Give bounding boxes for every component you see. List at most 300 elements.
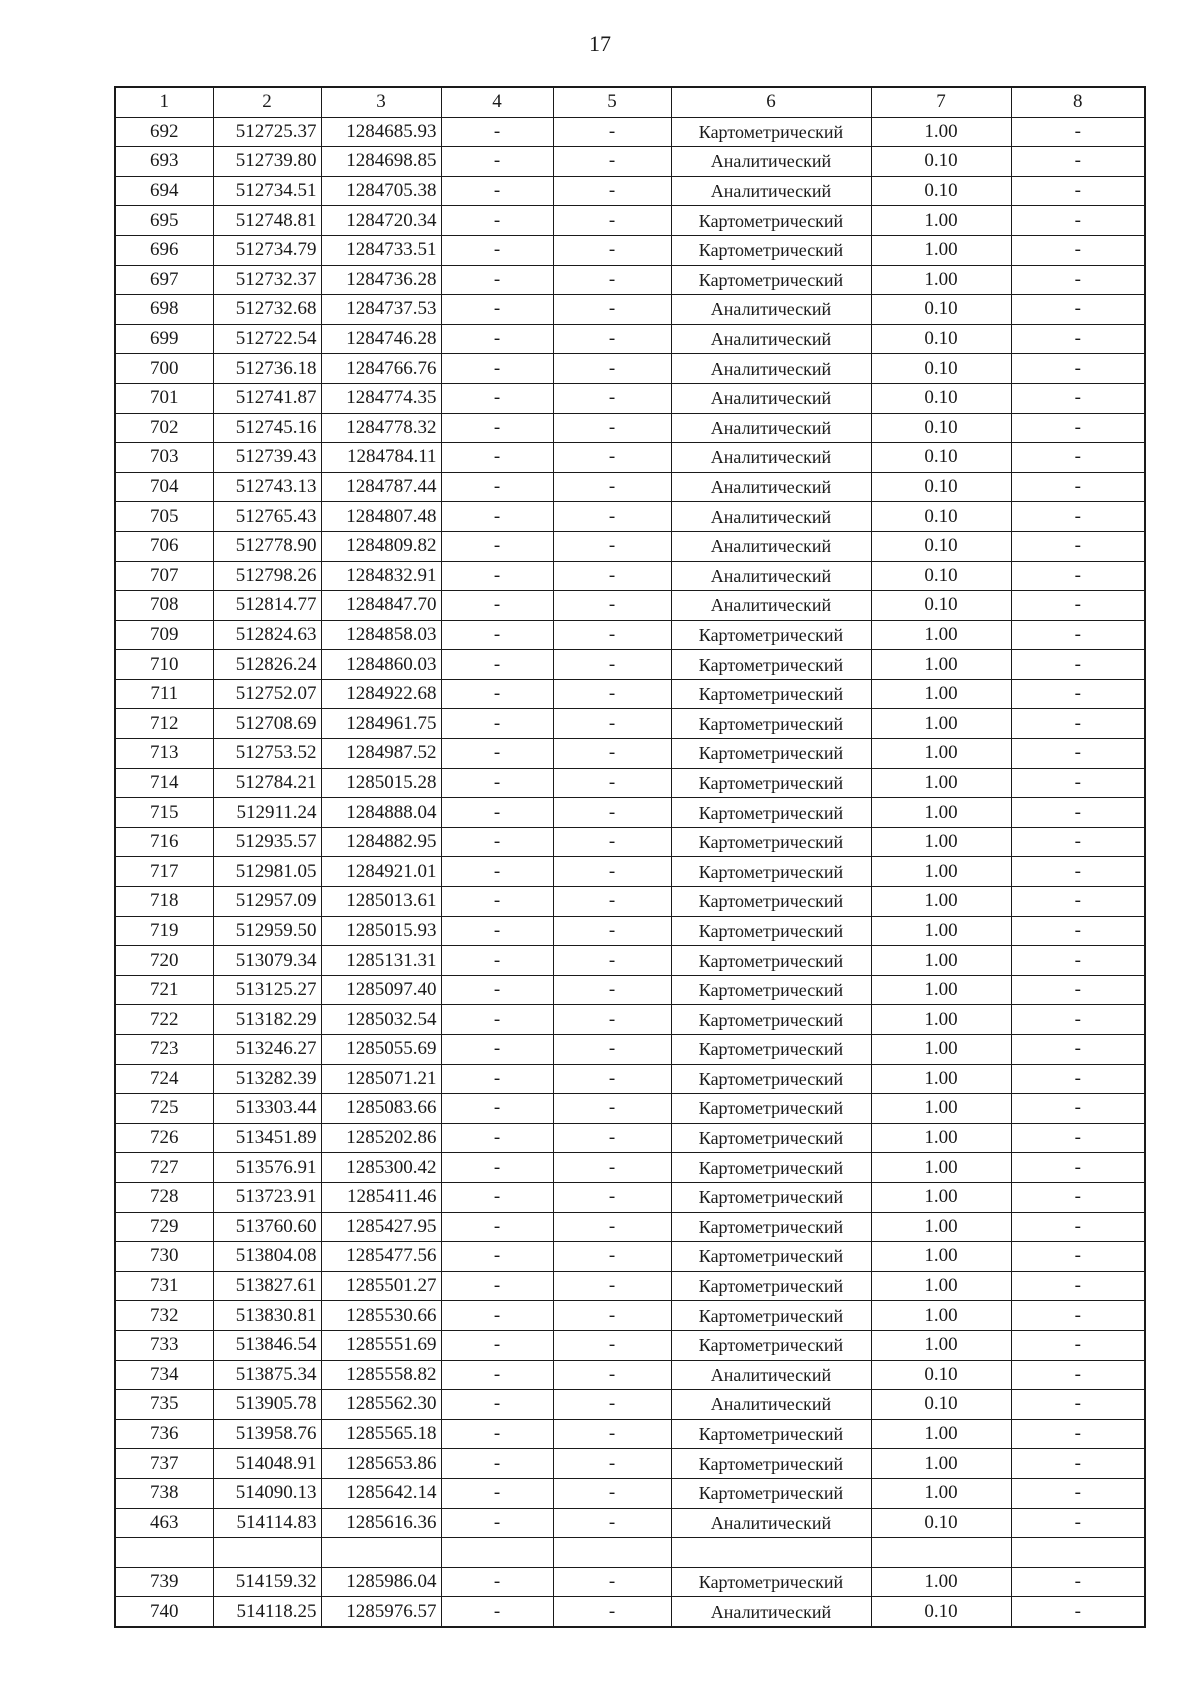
cell-point-number: 735 bbox=[115, 1390, 213, 1420]
table-row bbox=[115, 768, 1145, 798]
cell-coord-y: 1285976.57 bbox=[321, 1597, 441, 1627]
cell-point-number: 723 bbox=[115, 1035, 213, 1065]
cell-method: Картометрический bbox=[671, 1064, 871, 1094]
cell-col-5: - bbox=[553, 383, 671, 413]
table-row bbox=[115, 502, 1145, 532]
cell-col-5: - bbox=[553, 1064, 671, 1094]
cell-method: Аналитический bbox=[671, 324, 871, 354]
cell-accuracy: 1.00 bbox=[871, 1212, 1011, 1242]
table-row bbox=[115, 1153, 1145, 1183]
cell-accuracy: 1.00 bbox=[871, 916, 1011, 946]
cell-col-4: - bbox=[441, 827, 553, 857]
cell-method: Картометрический bbox=[671, 1035, 871, 1065]
cell-col-4: - bbox=[441, 443, 553, 473]
cell-point-number: 739 bbox=[115, 1567, 213, 1597]
cell-point-number: 725 bbox=[115, 1094, 213, 1124]
cell-accuracy: 0.10 bbox=[871, 1360, 1011, 1390]
cell-accuracy: 0.10 bbox=[871, 354, 1011, 384]
cell-col-8: - bbox=[1011, 235, 1145, 265]
table-row bbox=[115, 265, 1145, 295]
cell-method: Аналитический bbox=[671, 413, 871, 443]
cell-coord-x: 513846.54 bbox=[213, 1330, 321, 1360]
cell-accuracy: 1.00 bbox=[871, 1064, 1011, 1094]
cell-col-8: - bbox=[1011, 975, 1145, 1005]
column-header: 5 bbox=[553, 87, 671, 117]
cell-col-4: - bbox=[441, 1123, 553, 1153]
cell-col-8: - bbox=[1011, 1301, 1145, 1331]
cell-col-4: - bbox=[441, 1153, 553, 1183]
cell-col-8: - bbox=[1011, 176, 1145, 206]
column-header: 1 bbox=[115, 87, 213, 117]
cell-col-4: - bbox=[441, 1064, 553, 1094]
cell-col-4: - bbox=[441, 1182, 553, 1212]
cell-method: Аналитический bbox=[671, 502, 871, 532]
cell-point-number: 730 bbox=[115, 1242, 213, 1272]
cell-coord-x: 512748.81 bbox=[213, 206, 321, 236]
cell-point-number: 736 bbox=[115, 1419, 213, 1449]
cell-col-5: - bbox=[553, 1212, 671, 1242]
cell-point-number: 720 bbox=[115, 946, 213, 976]
cell-col-4: - bbox=[441, 561, 553, 591]
table-row bbox=[115, 1182, 1145, 1212]
cell-accuracy: 0.10 bbox=[871, 413, 1011, 443]
cell-coord-x: 512708.69 bbox=[213, 709, 321, 739]
cell-coord-x: 513282.39 bbox=[213, 1064, 321, 1094]
cell-point-number: 703 bbox=[115, 443, 213, 473]
table-row bbox=[115, 650, 1145, 680]
cell-coord-x: 512784.21 bbox=[213, 768, 321, 798]
cell-col-5: - bbox=[553, 324, 671, 354]
table-row bbox=[115, 739, 1145, 769]
cell-col-8: - bbox=[1011, 1419, 1145, 1449]
cell-coord-x: 512745.16 bbox=[213, 413, 321, 443]
cell-accuracy: 1.00 bbox=[871, 946, 1011, 976]
table-row bbox=[115, 1360, 1145, 1390]
cell-coord-x: 514118.25 bbox=[213, 1597, 321, 1627]
cell-col-5: - bbox=[553, 1390, 671, 1420]
cell-coord-y: 1285300.42 bbox=[321, 1153, 441, 1183]
cell-coord-x: 512739.80 bbox=[213, 147, 321, 177]
cell-col-8: - bbox=[1011, 1182, 1145, 1212]
table-row bbox=[115, 1538, 1145, 1568]
cell-accuracy: 0.10 bbox=[871, 472, 1011, 502]
cell-method: Картометрический bbox=[671, 117, 871, 147]
cell-col-5 bbox=[553, 1538, 671, 1568]
cell-coord-y: 1284882.95 bbox=[321, 827, 441, 857]
cell-accuracy: 0.10 bbox=[871, 443, 1011, 473]
cell-coord-x: 512981.05 bbox=[213, 857, 321, 887]
cell-coord-x: 512935.57 bbox=[213, 827, 321, 857]
cell-coord-y: 1285015.28 bbox=[321, 768, 441, 798]
cell-coord-y: 1285558.82 bbox=[321, 1360, 441, 1390]
cell-col-4: - bbox=[441, 472, 553, 502]
cell-col-8: - bbox=[1011, 1597, 1145, 1627]
cell-coord-y: 1284860.03 bbox=[321, 650, 441, 680]
table-row bbox=[115, 1478, 1145, 1508]
cell-coord-y: 1284987.52 bbox=[321, 739, 441, 769]
table-row bbox=[115, 147, 1145, 177]
cell-accuracy: 1.00 bbox=[871, 798, 1011, 828]
cell-method: Картометрический bbox=[671, 1330, 871, 1360]
cell-accuracy: 0.10 bbox=[871, 295, 1011, 325]
cell-col-5: - bbox=[553, 295, 671, 325]
cell-method: Аналитический bbox=[671, 1390, 871, 1420]
cell-coord-x: 513958.76 bbox=[213, 1419, 321, 1449]
cell-coord-y: 1285202.86 bbox=[321, 1123, 441, 1153]
cell-coord-y: 1284736.28 bbox=[321, 265, 441, 295]
cell-col-5: - bbox=[553, 472, 671, 502]
cell-coord-y: 1285477.56 bbox=[321, 1242, 441, 1272]
cell-coord-y: 1284705.38 bbox=[321, 176, 441, 206]
cell-col-4: - bbox=[441, 117, 553, 147]
cell-method: Картометрический bbox=[671, 1005, 871, 1035]
cell-col-5: - bbox=[553, 265, 671, 295]
cell-col-4: - bbox=[441, 265, 553, 295]
cell-coord-x: 513875.34 bbox=[213, 1360, 321, 1390]
cell-method: Картометрический bbox=[671, 916, 871, 946]
cell-col-4: - bbox=[441, 295, 553, 325]
cell-method: Картометрический bbox=[671, 1182, 871, 1212]
cell-col-4: - bbox=[441, 946, 553, 976]
table-row bbox=[115, 975, 1145, 1005]
cell-col-5: - bbox=[553, 591, 671, 621]
cell-col-8: - bbox=[1011, 295, 1145, 325]
table-row bbox=[115, 1035, 1145, 1065]
cell-col-4: - bbox=[441, 1360, 553, 1390]
table-row bbox=[115, 709, 1145, 739]
table-body bbox=[115, 117, 1145, 1627]
cell-coord-x: 512743.13 bbox=[213, 472, 321, 502]
cell-coord-y: 1285616.36 bbox=[321, 1508, 441, 1538]
table-row bbox=[115, 324, 1145, 354]
cell-method: Картометрический bbox=[671, 1301, 871, 1331]
cell-method: Картометрический bbox=[671, 1094, 871, 1124]
cell-coord-x: 512957.09 bbox=[213, 887, 321, 917]
cell-accuracy: 1.00 bbox=[871, 857, 1011, 887]
cell-coord-x: 513804.08 bbox=[213, 1242, 321, 1272]
cell-point-number: 699 bbox=[115, 324, 213, 354]
cell-col-4: - bbox=[441, 1419, 553, 1449]
cell-col-5: - bbox=[553, 502, 671, 532]
cell-col-8: - bbox=[1011, 798, 1145, 828]
cell-coord-y: 1284733.51 bbox=[321, 235, 441, 265]
cell-col-8 bbox=[1011, 1538, 1145, 1568]
cell-coord-x: 513246.27 bbox=[213, 1035, 321, 1065]
cell-col-8: - bbox=[1011, 857, 1145, 887]
cell-method: Аналитический bbox=[671, 176, 871, 206]
table-row bbox=[115, 295, 1145, 325]
cell-col-4: - bbox=[441, 679, 553, 709]
cell-point-number: 705 bbox=[115, 502, 213, 532]
cell-col-5: - bbox=[553, 1478, 671, 1508]
cell-coord-x: 514159.32 bbox=[213, 1567, 321, 1597]
cell-col-8: - bbox=[1011, 887, 1145, 917]
column-header: 3 bbox=[321, 87, 441, 117]
cell-col-4: - bbox=[441, 1449, 553, 1479]
cell-col-5: - bbox=[553, 1301, 671, 1331]
cell-method: Картометрический bbox=[671, 946, 871, 976]
cell-coord-x: 512736.18 bbox=[213, 354, 321, 384]
cell-coord-y: 1284766.76 bbox=[321, 354, 441, 384]
cell-coord-y: 1285551.69 bbox=[321, 1330, 441, 1360]
cell-point-number: 708 bbox=[115, 591, 213, 621]
cell-method: Картометрический bbox=[671, 1153, 871, 1183]
cell-col-5: - bbox=[553, 1242, 671, 1272]
cell-col-4: - bbox=[441, 1301, 553, 1331]
cell-coord-x: 512753.52 bbox=[213, 739, 321, 769]
cell-col-8: - bbox=[1011, 591, 1145, 621]
cell-accuracy: 1.00 bbox=[871, 1301, 1011, 1331]
cell-accuracy: 0.10 bbox=[871, 147, 1011, 177]
cell-method: Картометрический bbox=[671, 265, 871, 295]
cell-col-5: - bbox=[553, 443, 671, 473]
cell-coord-x: 512741.87 bbox=[213, 383, 321, 413]
cell-point-number: 734 bbox=[115, 1360, 213, 1390]
cell-coord-y: 1285653.86 bbox=[321, 1449, 441, 1479]
cell-col-8: - bbox=[1011, 443, 1145, 473]
column-header: 4 bbox=[441, 87, 553, 117]
cell-accuracy: 0.10 bbox=[871, 383, 1011, 413]
cell-col-8: - bbox=[1011, 827, 1145, 857]
cell-method: Аналитический bbox=[671, 531, 871, 561]
cell-accuracy: 0.10 bbox=[871, 531, 1011, 561]
cell-col-8: - bbox=[1011, 502, 1145, 532]
cell-col-4: - bbox=[441, 1478, 553, 1508]
cell-accuracy: 0.10 bbox=[871, 176, 1011, 206]
cell-col-4: - bbox=[441, 413, 553, 443]
cell-col-4: - bbox=[441, 1212, 553, 1242]
cell-point-number: 740 bbox=[115, 1597, 213, 1627]
cell-point-number: 738 bbox=[115, 1478, 213, 1508]
cell-method: Картометрический bbox=[671, 798, 871, 828]
cell-method: Картометрический bbox=[671, 1567, 871, 1597]
cell-coord-y: 1284685.93 bbox=[321, 117, 441, 147]
cell-point-number: 726 bbox=[115, 1123, 213, 1153]
cell-point-number: 731 bbox=[115, 1271, 213, 1301]
cell-method: Аналитический bbox=[671, 443, 871, 473]
cell-coord-y: 1285427.95 bbox=[321, 1212, 441, 1242]
table-row bbox=[115, 531, 1145, 561]
cell-coord-x: 512734.51 bbox=[213, 176, 321, 206]
cell-accuracy: 1.00 bbox=[871, 1094, 1011, 1124]
cell-point-number: 695 bbox=[115, 206, 213, 236]
cell-col-8: - bbox=[1011, 1153, 1145, 1183]
cell-col-8: - bbox=[1011, 413, 1145, 443]
cell-coord-y: 1284807.48 bbox=[321, 502, 441, 532]
cell-coord-y: 1284961.75 bbox=[321, 709, 441, 739]
cell-col-4: - bbox=[441, 768, 553, 798]
cell-coord-x: 513723.91 bbox=[213, 1182, 321, 1212]
table-row bbox=[115, 1330, 1145, 1360]
cell-point-number: 463 bbox=[115, 1508, 213, 1538]
cell-col-8: - bbox=[1011, 1064, 1145, 1094]
cell-col-5: - bbox=[553, 1094, 671, 1124]
cell-col-5: - bbox=[553, 1330, 671, 1360]
cell-accuracy: 1.00 bbox=[871, 1449, 1011, 1479]
cell-col-5: - bbox=[553, 857, 671, 887]
cell-coord-y: 1284858.03 bbox=[321, 620, 441, 650]
cell-point-number: 737 bbox=[115, 1449, 213, 1479]
cell-col-8: - bbox=[1011, 768, 1145, 798]
cell-accuracy: 1.00 bbox=[871, 1567, 1011, 1597]
cell-accuracy: 1.00 bbox=[871, 887, 1011, 917]
cell-point-number: 711 bbox=[115, 679, 213, 709]
cell-point-number: 724 bbox=[115, 1064, 213, 1094]
cell-coord-x bbox=[213, 1538, 321, 1568]
cell-method: Аналитический bbox=[671, 1360, 871, 1390]
table-row bbox=[115, 946, 1145, 976]
cell-col-4: - bbox=[441, 1390, 553, 1420]
cell-col-5: - bbox=[553, 1449, 671, 1479]
cell-col-8: - bbox=[1011, 1330, 1145, 1360]
cell-accuracy bbox=[871, 1538, 1011, 1568]
page-number: 17 bbox=[589, 31, 611, 56]
cell-coord-y: 1284778.32 bbox=[321, 413, 441, 443]
table-row bbox=[115, 798, 1145, 828]
cell-coord-y: 1284847.70 bbox=[321, 591, 441, 621]
cell-method: Аналитический bbox=[671, 1508, 871, 1538]
cell-col-4: - bbox=[441, 531, 553, 561]
table-row bbox=[115, 591, 1145, 621]
cell-coord-y: 1285501.27 bbox=[321, 1271, 441, 1301]
cell-accuracy: 1.00 bbox=[871, 650, 1011, 680]
table-row bbox=[115, 679, 1145, 709]
cell-coord-x: 512911.24 bbox=[213, 798, 321, 828]
coordinates-table bbox=[114, 86, 1146, 1628]
cell-col-5: - bbox=[553, 206, 671, 236]
cell-accuracy: 1.00 bbox=[871, 1330, 1011, 1360]
cell-coord-x: 514090.13 bbox=[213, 1478, 321, 1508]
table-row bbox=[115, 1123, 1145, 1153]
table-row bbox=[115, 354, 1145, 384]
cell-accuracy: 1.00 bbox=[871, 1419, 1011, 1449]
table-row bbox=[115, 857, 1145, 887]
cell-point-number: 732 bbox=[115, 1301, 213, 1331]
cell-method: Аналитический bbox=[671, 472, 871, 502]
cell-col-5: - bbox=[553, 1182, 671, 1212]
cell-col-4: - bbox=[441, 1094, 553, 1124]
cell-col-8: - bbox=[1011, 1478, 1145, 1508]
table-row bbox=[115, 1242, 1145, 1272]
cell-col-5: - bbox=[553, 413, 671, 443]
cell-col-8: - bbox=[1011, 946, 1145, 976]
cell-point-number: 706 bbox=[115, 531, 213, 561]
cell-col-8: - bbox=[1011, 1449, 1145, 1479]
cell-accuracy: 0.10 bbox=[871, 1508, 1011, 1538]
cell-coord-y: 1284888.04 bbox=[321, 798, 441, 828]
cell-accuracy: 0.10 bbox=[871, 1390, 1011, 1420]
cell-accuracy: 1.00 bbox=[871, 265, 1011, 295]
column-header: 2 bbox=[213, 87, 321, 117]
cell-point-number: 717 bbox=[115, 857, 213, 887]
table-row bbox=[115, 235, 1145, 265]
cell-col-8: - bbox=[1011, 147, 1145, 177]
cell-coord-x: 512732.68 bbox=[213, 295, 321, 325]
cell-accuracy: 1.00 bbox=[871, 1271, 1011, 1301]
cell-point-number: 707 bbox=[115, 561, 213, 591]
cell-coord-x: 513760.60 bbox=[213, 1212, 321, 1242]
cell-col-5: - bbox=[553, 946, 671, 976]
cell-point-number: 704 bbox=[115, 472, 213, 502]
cell-col-5: - bbox=[553, 531, 671, 561]
cell-method: Картометрический bbox=[671, 739, 871, 769]
cell-col-8: - bbox=[1011, 739, 1145, 769]
cell-point-number: 696 bbox=[115, 235, 213, 265]
cell-col-4: - bbox=[441, 1567, 553, 1597]
cell-coord-x: 512725.37 bbox=[213, 117, 321, 147]
cell-col-8: - bbox=[1011, 650, 1145, 680]
cell-col-8: - bbox=[1011, 1094, 1145, 1124]
cell-coord-y: 1285013.61 bbox=[321, 887, 441, 917]
cell-coord-y: 1284832.91 bbox=[321, 561, 441, 591]
cell-col-5: - bbox=[553, 620, 671, 650]
cell-col-4: - bbox=[441, 620, 553, 650]
cell-coord-x: 513830.81 bbox=[213, 1301, 321, 1331]
cell-point-number: 722 bbox=[115, 1005, 213, 1035]
cell-col-4: - bbox=[441, 383, 553, 413]
cell-method: Аналитический bbox=[671, 591, 871, 621]
cell-coord-x: 512732.37 bbox=[213, 265, 321, 295]
cell-coord-y: 1284787.44 bbox=[321, 472, 441, 502]
cell-col-4: - bbox=[441, 354, 553, 384]
cell-col-8: - bbox=[1011, 1508, 1145, 1538]
cell-method: Картометрический bbox=[671, 650, 871, 680]
cell-accuracy: 1.00 bbox=[871, 768, 1011, 798]
cell-method: Картометрический bbox=[671, 1123, 871, 1153]
cell-coord-y: 1285642.14 bbox=[321, 1478, 441, 1508]
cell-col-5: - bbox=[553, 147, 671, 177]
table-row bbox=[115, 176, 1145, 206]
cell-coord-x: 513451.89 bbox=[213, 1123, 321, 1153]
cell-coord-y: 1285055.69 bbox=[321, 1035, 441, 1065]
cell-col-5: - bbox=[553, 887, 671, 917]
cell-point-number: 701 bbox=[115, 383, 213, 413]
cell-coord-y: 1285032.54 bbox=[321, 1005, 441, 1035]
table-row bbox=[115, 1005, 1145, 1035]
cell-col-8: - bbox=[1011, 117, 1145, 147]
cell-coord-y: 1285131.31 bbox=[321, 946, 441, 976]
cell-coord-x: 513303.44 bbox=[213, 1094, 321, 1124]
table-row bbox=[115, 1271, 1145, 1301]
cell-coord-x: 512826.24 bbox=[213, 650, 321, 680]
cell-point-number: 710 bbox=[115, 650, 213, 680]
table-header-row bbox=[115, 87, 1145, 117]
cell-method: Картометрический bbox=[671, 679, 871, 709]
cell-col-5: - bbox=[553, 1005, 671, 1035]
cell-method: Картометрический bbox=[671, 975, 871, 1005]
cell-method: Картометрический bbox=[671, 620, 871, 650]
cell-method: Аналитический bbox=[671, 354, 871, 384]
cell-coord-y: 1284720.34 bbox=[321, 206, 441, 236]
cell-col-8: - bbox=[1011, 916, 1145, 946]
cell-col-5: - bbox=[553, 1567, 671, 1597]
cell-coord-y: 1284774.35 bbox=[321, 383, 441, 413]
cell-point-number: 719 bbox=[115, 916, 213, 946]
cell-point-number: 702 bbox=[115, 413, 213, 443]
cell-method: Картометрический bbox=[671, 1478, 871, 1508]
cell-col-8: - bbox=[1011, 472, 1145, 502]
cell-col-4: - bbox=[441, 887, 553, 917]
cell-method: Картометрический bbox=[671, 1271, 871, 1301]
cell-coord-y: 1284809.82 bbox=[321, 531, 441, 561]
cell-col-5: - bbox=[553, 1271, 671, 1301]
cell-coord-y: 1284746.28 bbox=[321, 324, 441, 354]
cell-col-8: - bbox=[1011, 561, 1145, 591]
table-row bbox=[115, 1064, 1145, 1094]
cell-col-5: - bbox=[553, 1153, 671, 1183]
cell-coord-x: 512734.79 bbox=[213, 235, 321, 265]
cell-col-4: - bbox=[441, 502, 553, 532]
